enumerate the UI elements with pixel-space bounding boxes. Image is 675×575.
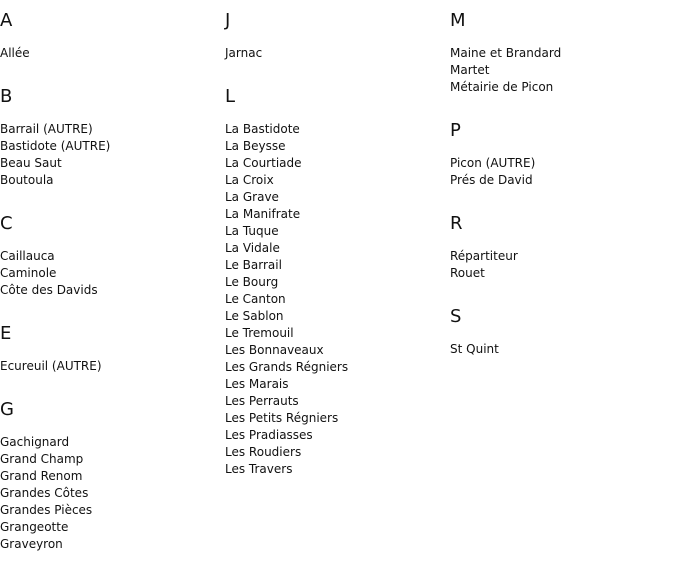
place-link-grand-renom[interactable]: Grand Renom bbox=[0, 469, 83, 483]
place-link-grandes-pieces[interactable]: Grandes Pièces bbox=[0, 503, 93, 517]
place-link-le-sablon[interactable]: Le Sablon bbox=[225, 309, 284, 323]
letter-heading: R bbox=[450, 213, 463, 234]
letter-group-r bbox=[450, 211, 670, 282]
letter-heading: S bbox=[450, 306, 462, 327]
place-list bbox=[0, 358, 220, 375]
place-link-repartiteur[interactable]: Répartiteur bbox=[450, 249, 518, 263]
index-column-2 bbox=[225, 8, 445, 500]
place-list bbox=[0, 45, 220, 62]
place-link-picon-autre[interactable]: Picon (AUTRE) bbox=[450, 156, 536, 170]
place-link-st-quint[interactable]: St Quint bbox=[450, 342, 499, 356]
place-link-boutoula[interactable]: Boutoula bbox=[0, 173, 54, 187]
letter-heading: C bbox=[0, 213, 13, 234]
letter-group-g bbox=[0, 397, 220, 553]
place-link-metairie-de-picon[interactable]: Métairie de Picon bbox=[450, 80, 554, 94]
place-link-la-tuque[interactable]: La Tuque bbox=[225, 224, 279, 238]
place-link-martet[interactable]: Martet bbox=[450, 63, 490, 77]
place-link-rouet[interactable]: Rouet bbox=[450, 266, 485, 280]
place-link-graveyron[interactable]: Graveyron bbox=[0, 537, 63, 551]
place-link-la-grave[interactable]: La Grave bbox=[225, 190, 279, 204]
letter-heading: E bbox=[0, 323, 12, 344]
place-link-la-vidale[interactable]: La Vidale bbox=[225, 241, 280, 255]
place-link-gachignard[interactable]: Gachignard bbox=[0, 435, 70, 449]
place-link-les-petits-regniers[interactable]: Les Petits Régniers bbox=[225, 411, 339, 425]
letter-heading: B bbox=[0, 86, 13, 107]
place-link-caillauca[interactable]: Caillauca bbox=[0, 249, 55, 263]
place-link-allee[interactable]: Allée bbox=[0, 46, 30, 60]
place-link-les-travers[interactable]: Les Travers bbox=[225, 462, 293, 476]
place-list bbox=[450, 45, 670, 96]
place-list bbox=[0, 121, 220, 189]
place-link-grangeotte[interactable]: Grangeotte bbox=[0, 520, 69, 534]
letter-group-j bbox=[225, 8, 445, 62]
place-link-jarnac[interactable]: Jarnac bbox=[225, 46, 263, 60]
place-link-les-roudiers[interactable]: Les Roudiers bbox=[225, 445, 302, 459]
letter-heading: M bbox=[450, 10, 466, 31]
place-link-caminole[interactable]: Caminole bbox=[0, 266, 57, 280]
place-link-les-bonnaveaux[interactable]: Les Bonnaveaux bbox=[225, 343, 324, 357]
place-link-la-courtiade[interactable]: La Courtiade bbox=[225, 156, 302, 170]
place-link-les-pradiasses[interactable]: Les Pradiasses bbox=[225, 428, 313, 442]
place-link-maine-et-brandard[interactable]: Maine et Brandard bbox=[450, 46, 562, 60]
place-link-beau-saut[interactable]: Beau Saut bbox=[0, 156, 62, 170]
letter-heading: G bbox=[0, 399, 14, 420]
place-list bbox=[0, 434, 220, 553]
letter-heading: L bbox=[225, 86, 236, 107]
place-link-les-perrauts[interactable]: Les Perrauts bbox=[225, 394, 299, 408]
letter-group-s bbox=[450, 304, 670, 358]
place-link-bastidote-autre[interactable]: Bastidote (AUTRE) bbox=[0, 139, 111, 153]
index-column-1 bbox=[0, 8, 220, 575]
place-link-la-bastidote[interactable]: La Bastidote bbox=[225, 122, 300, 136]
place-link-grand-champ[interactable]: Grand Champ bbox=[0, 452, 84, 466]
letter-group-c bbox=[0, 211, 220, 299]
place-link-les-grands-regniers[interactable]: Les Grands Régniers bbox=[225, 360, 349, 374]
place-list bbox=[225, 45, 445, 62]
index-column-3 bbox=[450, 8, 670, 380]
place-link-pres-de-david[interactable]: Prés de David bbox=[450, 173, 533, 187]
place-link-barrail-autre[interactable]: Barrail (AUTRE) bbox=[0, 122, 93, 136]
letter-heading: P bbox=[450, 120, 461, 141]
place-link-le-tremouil[interactable]: Le Tremouil bbox=[225, 326, 294, 340]
place-list bbox=[0, 248, 220, 299]
place-link-la-croix[interactable]: La Croix bbox=[225, 173, 274, 187]
letter-heading: J bbox=[225, 10, 231, 31]
place-link-grandes-cotes[interactable]: Grandes Côtes bbox=[0, 486, 89, 500]
place-list bbox=[450, 155, 670, 189]
place-list bbox=[450, 341, 670, 358]
place-link-ecureuil-autre[interactable]: Ecureuil (AUTRE) bbox=[0, 359, 102, 373]
letter-group-a bbox=[0, 8, 220, 62]
letter-group-b bbox=[0, 84, 220, 189]
letter-group-p bbox=[450, 118, 670, 189]
place-link-la-manifrate[interactable]: La Manifrate bbox=[225, 207, 301, 221]
place-link-les-marais[interactable]: Les Marais bbox=[225, 377, 289, 391]
place-link-le-barrail[interactable]: Le Barrail bbox=[225, 258, 282, 272]
letter-group-m bbox=[450, 8, 670, 96]
place-link-cote-des-davids[interactable]: Côte des Davids bbox=[0, 283, 98, 297]
place-link-le-canton[interactable]: Le Canton bbox=[225, 292, 286, 306]
place-list bbox=[450, 248, 670, 282]
letter-group-e bbox=[0, 321, 220, 375]
place-link-la-beysse[interactable]: La Beysse bbox=[225, 139, 286, 153]
letter-heading: A bbox=[0, 10, 13, 31]
place-list bbox=[225, 121, 445, 478]
letter-group-l bbox=[225, 84, 445, 478]
place-link-le-bourg[interactable]: Le Bourg bbox=[225, 275, 279, 289]
